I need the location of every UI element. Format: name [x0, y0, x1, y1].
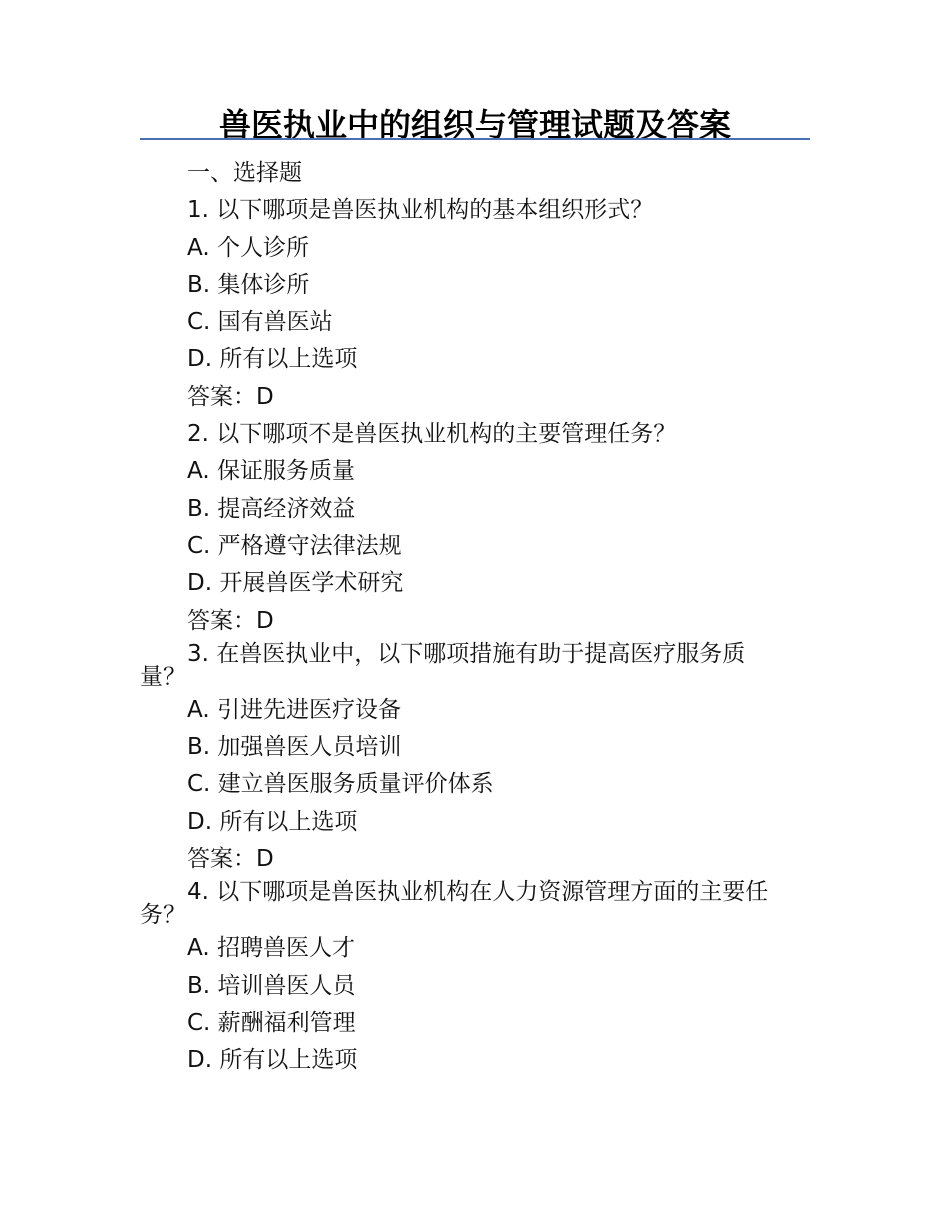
- document-body: [140, 155, 812, 1080]
- question-4-option-a: A. 招聘兽医人才: [187, 935, 355, 962]
- question-3: [140, 640, 812, 692]
- question-2-option-d: D. 开展兽医学术研究: [187, 570, 404, 597]
- document-title: 兽医执业中的组织与管理试题及答案: [218, 106, 731, 144]
- question-3-line-1: 3. 在兽医执业中，以下哪项措施有助于提高医疗服务质: [187, 640, 746, 667]
- question-2-option-b: B. 提高经济效益: [187, 495, 356, 522]
- section-heading: 一、选择题: [187, 160, 302, 186]
- question-3-option-c: C. 建立兽医服务质量评价体系: [187, 771, 494, 798]
- question-4-option-c: C. 薪酬福利管理: [187, 1009, 356, 1036]
- question-3-option-a: A. 引进先进医疗设备: [187, 696, 401, 723]
- question-3-line-2: 量？: [140, 663, 186, 690]
- question-3-answer: 答案：D: [187, 846, 274, 873]
- question-3-option-b: B. 加强兽医人员培训: [187, 734, 402, 761]
- question-2-option-c: C. 严格遵守法律法规: [187, 532, 402, 559]
- title-underline: [140, 138, 810, 140]
- question-3-option-d: D. 所有以上选项: [187, 808, 358, 835]
- question-4-option-b: B. 培训兽医人员: [187, 972, 356, 999]
- question-4: [140, 878, 812, 930]
- question-1-option-a: A. 个人诊所: [187, 234, 309, 261]
- question-4-line-1: 4. 以下哪项是兽医执业机构在人力资源管理方面的主要任: [187, 879, 769, 906]
- question-2-option-a: A. 保证服务质量: [187, 458, 355, 485]
- question-2-answer: 答案：D: [187, 607, 274, 634]
- question-1-answer: 答案：D: [187, 383, 274, 410]
- question-1: 1. 以下哪项是兽医执业机构的基本组织形式？: [187, 197, 654, 224]
- question-1-option-d: D. 所有以上选项: [187, 346, 358, 373]
- question-4-option-d: D. 所有以上选项: [187, 1047, 358, 1074]
- question-4-line-2: 务？: [140, 902, 186, 929]
- question-2: 2. 以下哪项不是兽医执业机构的主要管理任务？: [187, 421, 677, 448]
- question-1-option-b: B. 集体诊所: [187, 271, 310, 298]
- question-1-option-c: C. 国有兽医站: [187, 309, 333, 336]
